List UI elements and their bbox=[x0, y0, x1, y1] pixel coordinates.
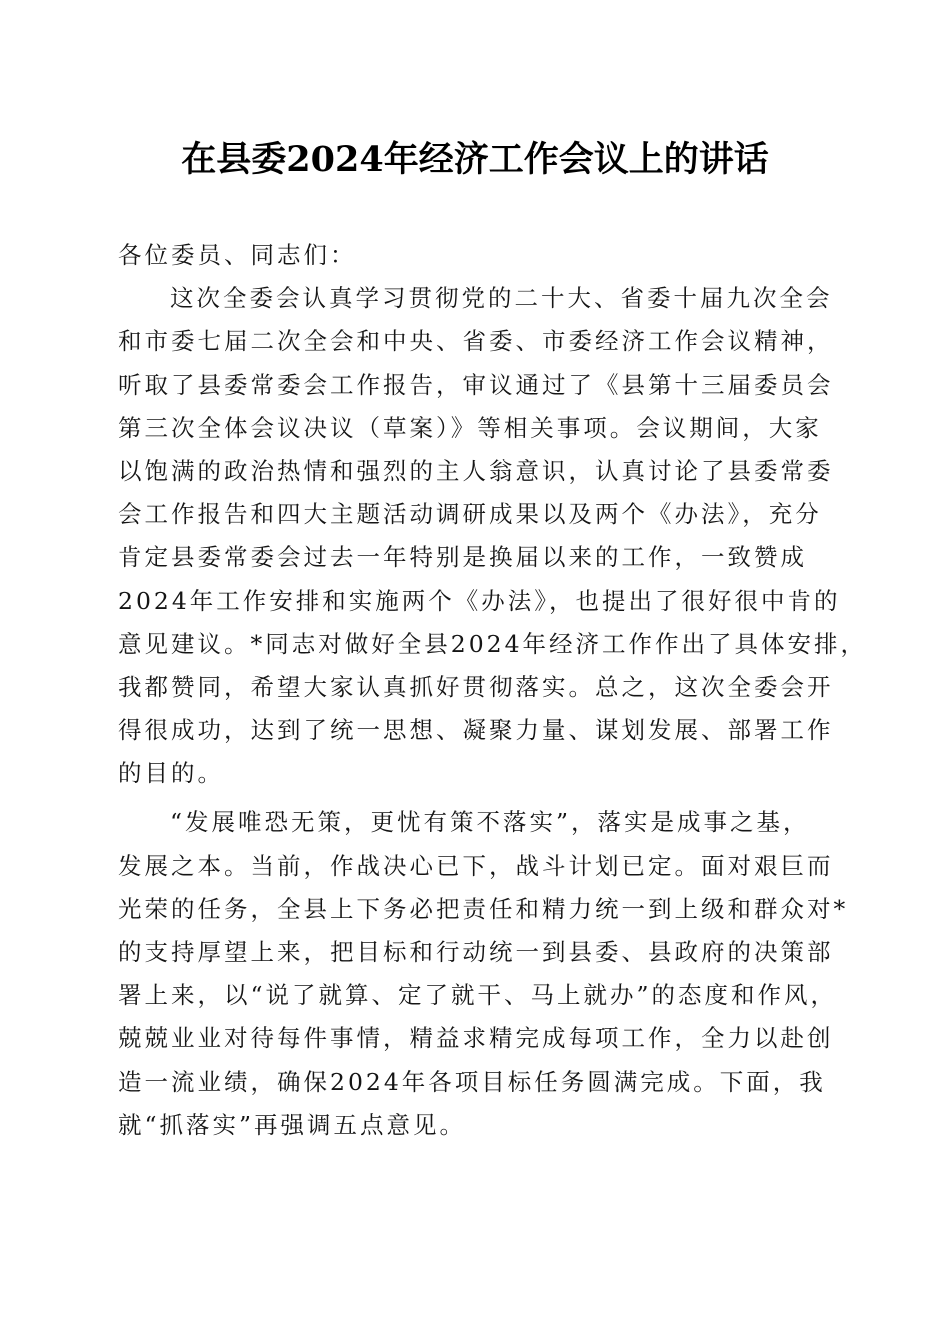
paragraph-line: 造一流业绩，确保2024年各项目标任务圆满完成。下面，我 bbox=[118, 1067, 826, 1096]
paragraph-line: 以饱满的政治热情和强烈的主人翁意识，认真讨论了县委常委 bbox=[118, 456, 834, 485]
paragraph-line: 这次全委会认真学习贯彻党的二十大、省委十届九次全会 bbox=[170, 284, 833, 313]
paragraph-line: 和市委七届二次全会和中央、省委、市委经济工作会议精神， bbox=[118, 327, 834, 356]
paragraph-line: 的目的。 bbox=[118, 759, 224, 788]
paragraph-line: 兢兢业业对待每件事情，精益求精完成每项工作，全力以赴创 bbox=[118, 1024, 834, 1053]
paragraph-line: 会工作报告和四大主题活动调研成果以及两个《办法》，充分 bbox=[118, 500, 822, 529]
paragraph-1 bbox=[118, 277, 868, 795]
paragraph-line: “发展唯恐无策，更忧有策不落实”，落实是成事之基， bbox=[170, 808, 810, 837]
paragraph-line: 发展之本。当前，作战决心已下，战斗计划已定。面对艰巨而 bbox=[118, 851, 834, 880]
paragraph-line: 光荣的任务，全县上下务必把责任和精力统一到上级和群众对* bbox=[118, 894, 849, 923]
salutation: 各位委员、同志们： bbox=[118, 241, 357, 269]
paragraph-line: 意见建议。*同志对做好全县2024年经济工作作出了具体安排， bbox=[118, 629, 868, 658]
document-body bbox=[118, 234, 868, 1147]
paragraph-line: 就“抓落实”再强调五点意见。 bbox=[118, 1110, 467, 1139]
paragraph-line: 听取了县委常委会工作报告，审议通过了《县第十三届委员会 bbox=[118, 370, 834, 399]
paragraph-line: 得很成功，达到了统一思想、凝聚力量、谋划发展、部署工作 bbox=[118, 716, 834, 745]
paragraph-line: 的支持厚望上来，把目标和行动统一到县委、县政府的决策部 bbox=[118, 938, 834, 966]
paragraph-line: 我都赞同，希望大家认真抓好贯彻落实。总之，这次全委会开 bbox=[118, 672, 834, 701]
document-title: 在县委2024年经济工作会议上的讲话 bbox=[181, 139, 769, 180]
paragraph-line: 2024年工作安排和实施两个《办法》，也提出了很好很中肯的 bbox=[118, 586, 841, 615]
paragraph-line: 第三次全体会议决议（草案）》等相关事项。会议期间，大家 bbox=[118, 413, 822, 442]
paragraph-line: 署上来，以“说了就算、定了就干、马上就办”的态度和作风， bbox=[118, 981, 838, 1010]
paragraph-line: 肯定县委常委会过去一年特别是换届以来的工作，一致赞成 bbox=[118, 543, 807, 572]
paragraph-2 bbox=[118, 801, 849, 1147]
